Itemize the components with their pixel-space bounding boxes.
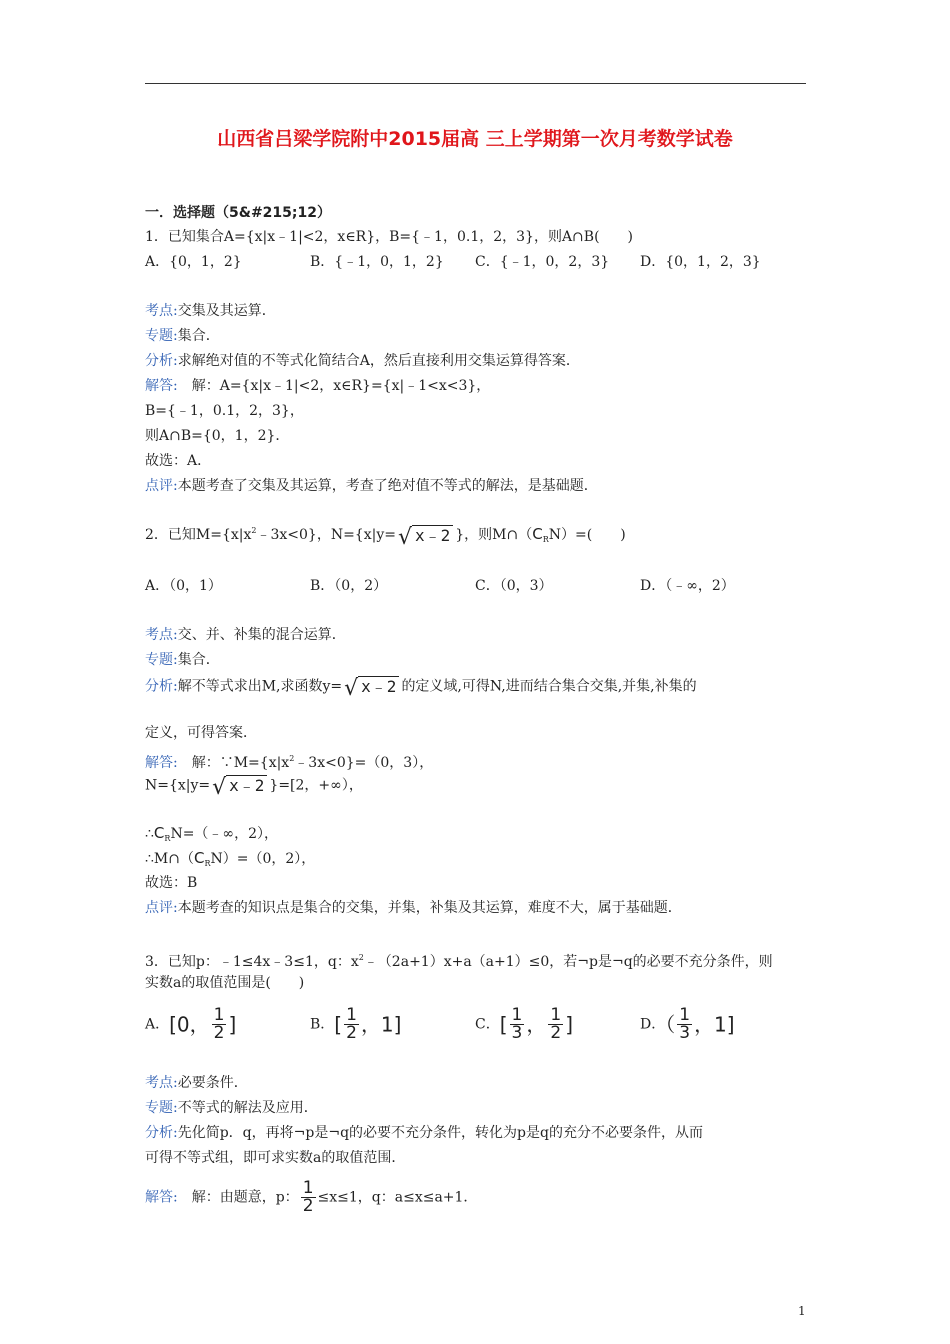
radical-icon: √: [344, 676, 359, 701]
radicand: x﹣2: [358, 676, 399, 696]
q2-jieda-line-3: [145, 824, 278, 848]
question-3-stem: [145, 949, 773, 971]
sqrt-expression: [397, 524, 453, 550]
question-2-stem: [145, 522, 626, 549]
q2-zhuanti: [145, 651, 220, 669]
q3-jieda-part: ≤x≤1，q：a≤x≤a+1．: [317, 1189, 478, 1206]
q2-jieda-part: ﹣3x<0}=（0，3），: [294, 755, 434, 771]
q3-kaodian: [145, 1074, 248, 1092]
q2-option-c: C．（0，3）: [475, 578, 553, 594]
q2-option-b: B．（0，2）: [310, 578, 388, 594]
therefore-symbol: ∴: [145, 826, 154, 842]
zhuanti-label: 专题:: [145, 328, 178, 344]
q3-fenxi: [145, 1124, 703, 1142]
jieda-label: 解答:: [145, 755, 178, 771]
q1-jieda-line-4: 故选：A．: [145, 453, 212, 469]
q2-dianping-text: 本题考查的知识点是集合的交集，并集，补集及其运算，难度不大，属于基础题．: [177, 900, 682, 916]
q1-kaodian: [145, 302, 276, 320]
option-letter: B．: [310, 1016, 335, 1033]
zhuanti-label: 专题:: [145, 1100, 178, 1116]
q2-fenxi: [145, 676, 697, 701]
q1-jieda-line-3: 则A∩B={0，1，2}．: [145, 428, 290, 444]
q1-zhuanti-text: 集合．: [177, 328, 220, 344]
q3-fenxi-line-2: 可得不等式组，即可求实数a的取值范围．: [145, 1150, 406, 1166]
fraction-half: $\frac{1}{2}$: [550, 1005, 562, 1043]
q1-option-a: A．{0，1，2}: [145, 254, 242, 270]
q1-fenxi-text: 求解绝对值的不等式化简结合A，然后直接利用交集运算得答案．: [177, 353, 580, 369]
q2-jieda-line-4: [145, 849, 315, 873]
kaodian-label: 考点:: [145, 1075, 178, 1091]
sqrt-expression: [212, 775, 267, 800]
superscript: 2: [358, 953, 364, 962]
subscript: R: [204, 859, 211, 868]
fraction-third: $\frac{1}{3}$: [511, 1005, 523, 1043]
superscript: 2: [251, 526, 257, 535]
q2-option-d: D．（﹣∞，2）: [640, 578, 735, 594]
q2-dianping: [145, 899, 682, 917]
q2-jieda-part: N=（﹣∞，2），: [170, 826, 278, 842]
q2-jieda-line-5: 故选：B: [145, 875, 198, 891]
complement-symbol: C: [532, 525, 543, 543]
fraction-half: $\frac{1}{2}$: [213, 1005, 225, 1043]
q2-jieda-part: N）=（0，2），: [210, 851, 316, 867]
q1-dianping: [145, 477, 598, 495]
q2-jieda-part: 解：∵M={x|x: [177, 755, 290, 771]
radical-icon: √: [212, 775, 227, 800]
kaodian-label: 考点:: [145, 627, 178, 643]
q1-jieda: [145, 377, 490, 395]
q1-zhuanti: [145, 327, 220, 345]
kaodian-label: 考点:: [145, 303, 178, 319]
q1-jieda-line-2: B={﹣1，0.1，2，3}，: [145, 403, 304, 419]
q3-fenxi-text: 先化简p．q，再将¬p是¬q的必要不充分条件，转化为p是q的充分不必要条件，从而: [177, 1125, 703, 1141]
complement-symbol: C: [153, 824, 165, 842]
fenxi-label: 分析:: [145, 1125, 178, 1141]
fraction-half: $\frac{1}{2}$: [346, 1005, 357, 1043]
section-heading: 一．选择题（5&#215;12）: [145, 205, 331, 221]
option-letter: C．: [475, 1016, 500, 1033]
q3-option-a: A．[0， $\frac{1}{2}$ ]: [145, 1005, 237, 1043]
q1-dianping-text: 本题考查了交集及其运算，考查了绝对值不等式的解法，是基础题．: [177, 478, 598, 494]
complement-symbol: C: [193, 849, 205, 867]
superscript: 2: [289, 754, 295, 763]
q2-stem-part: }，则M∩（: [455, 527, 533, 543]
q1-option-d: D．{0，1，2，3}: [640, 254, 761, 270]
q1-kaodian-text: 交集及其运算．: [177, 303, 276, 319]
q3-jieda: [145, 1180, 477, 1215]
q2-jieda: [145, 750, 433, 772]
dianping-label: 点评:: [145, 900, 178, 916]
q2-fenxi-part: 的定义域,可得N,进而结合集合交集,并集,补集的: [401, 678, 697, 695]
dianping-label: 点评:: [145, 478, 178, 494]
q3-stem-part: ﹣（2a+1）x+a（a+1）≤0，若¬p是¬q的必要不充分条件，则: [363, 954, 773, 970]
sqrt-expression: [344, 676, 399, 701]
q2-jieda-part: }=[2，+∞），: [269, 777, 363, 794]
q3-zhuanti: [145, 1099, 318, 1117]
subscript: R: [542, 535, 549, 544]
q3-kaodian-text: 必要条件．: [177, 1075, 248, 1091]
q2-stem-part: ﹣3x<0}，N={x|y=: [256, 527, 396, 543]
q2-kaodian-text: 交、并、补集的混合运算．: [177, 627, 346, 643]
zhuanti-label: 专题:: [145, 652, 178, 668]
q2-fenxi-line-2: 定义，可得答案．: [145, 725, 257, 741]
fraction-third: $\frac{1}{3}$: [679, 1005, 691, 1043]
q2-option-a: A．（0，1）: [145, 578, 222, 594]
q3-option-d: D．（ $\frac{1}{3}$ ，1]: [640, 1005, 735, 1043]
jieda-label: 解答:: [145, 1189, 178, 1206]
q3-option-b: B．[ $\frac{1}{2}$ ，1]: [310, 1005, 402, 1043]
fenxi-label: 分析:: [145, 353, 178, 369]
question-1-stem: 1．已知集合A={x|x﹣1|<2，x∈R}，B={﹣1，0.1，2，3}，则A∩B( ): [145, 229, 634, 245]
radical-icon: √: [397, 524, 413, 550]
q3-zhuanti-text: 不等式的解法及应用．: [177, 1100, 318, 1116]
q2-zhuanti-text: 集合．: [177, 652, 220, 668]
subscript: R: [164, 834, 171, 843]
jieda-label: 解答:: [145, 378, 178, 394]
q2-jieda-part: ∴M∩（: [145, 851, 194, 867]
q1-fenxi: [145, 352, 580, 370]
q2-stem-part: 2．已知M={x|x: [145, 527, 252, 543]
q2-jieda-part: N={x|y=: [145, 777, 211, 794]
page-title: 山西省吕梁学院附中2015届高 三上学期第一次月考数学试卷: [217, 128, 733, 150]
radicand: x﹣2: [226, 775, 267, 795]
option-letter: A．: [145, 1016, 170, 1033]
fraction-half: $\frac{1}{2}$: [302, 1178, 314, 1216]
top-rule: [145, 83, 806, 84]
q3-stem-part: 3．已知p：﹣1≤4x﹣3≤1，q：x: [145, 954, 359, 970]
q2-kaodian: [145, 626, 346, 644]
page-number: 1: [798, 1304, 806, 1318]
q2-fenxi-part: 解不等式求出M,求函数y=: [177, 678, 343, 695]
fenxi-label: 分析:: [145, 678, 178, 695]
q3-option-c: C．[ $\frac{1}{3}$ ， $\frac{1}{2}$ ]: [475, 1005, 573, 1043]
q3-jieda-part: 解：由题意，p：: [177, 1189, 299, 1206]
q1-option-b: B．{﹣1，0，1，2}: [310, 254, 444, 270]
q1-jieda-line-1: 解：A={x|x﹣1|<2，x∈R}={x|﹣1<x<3}，: [177, 378, 491, 394]
q2-stem-part: N）=( ): [548, 527, 626, 543]
option-letter: D．: [640, 1016, 666, 1033]
question-3-stem-line-2: 实数a的取值范围是( ): [145, 975, 305, 991]
radicand: x﹣2: [412, 525, 453, 545]
q2-jieda-line-2: [145, 775, 363, 800]
q1-option-c: C．{﹣1，0，2，3}: [475, 254, 610, 270]
